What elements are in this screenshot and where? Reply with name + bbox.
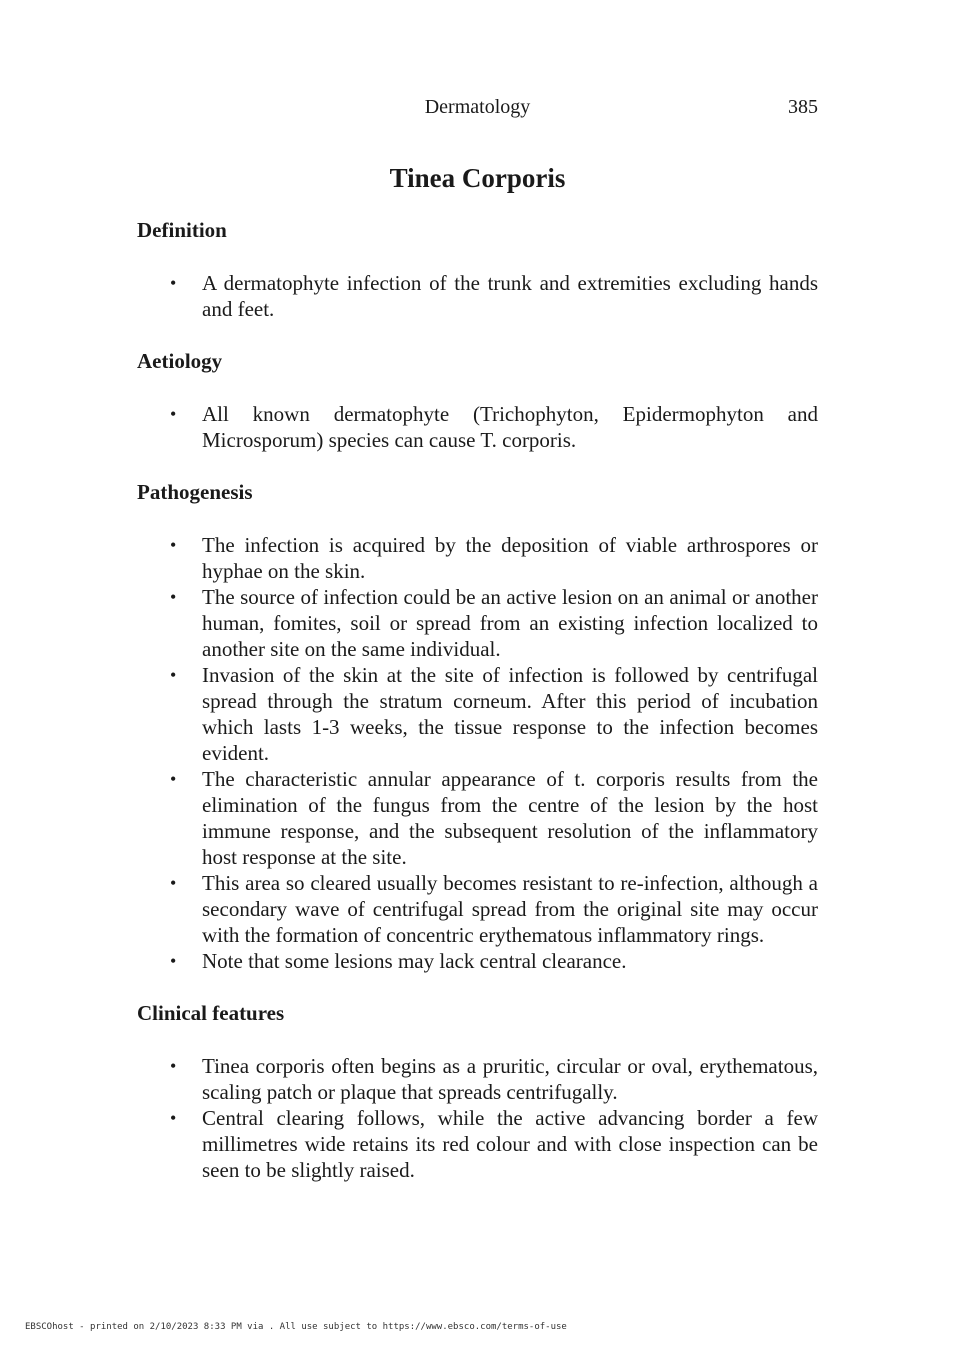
bullet-icon: • [170,873,177,893]
list-item [137,401,818,453]
list-item-text: This area so cleared usually becomes resistant to re-infection, although a secondary wave of centrifugal spread from the original site may occur with the formation of concentric erythematous inflammatory rings. [202,871,818,947]
list-item [137,766,818,870]
list-item-text: Tinea corporis often begins as a pruritic, circular or oval, erythematous, scaling patch or plaque that spreads centrifugally. [202,1054,818,1104]
clinical-features-list [137,1053,818,1183]
pathogenesis-list [137,532,818,974]
print-footer: EBSCOhost - printed on 2/10/2023 8:33 PM via . All use subject to https://www.ebsco.com/terms-of-use [25,1322,567,1332]
list-item [137,948,818,974]
list-item-text: The characteristic annular appearance of t. corporis results from the elimination of the fungus from the centre of the lesion by the host immune response, and the subsequent resolution of the inflammatory host response at the site. [202,767,818,869]
list-item [137,584,818,662]
list-item [137,270,818,322]
list-item [137,532,818,584]
definition-list [137,270,818,322]
page-title: Tinea Corporis [389,163,566,193]
page-content [137,160,818,1208]
list-item-text: Note that some lesions may lack central clearance. [202,949,627,973]
aetiology-list [137,401,818,453]
list-item [137,870,818,948]
list-item-text: The infection is acquired by the deposition of viable arthrospores or hyphae on the skin. [202,533,818,583]
list-item-text: A dermatophyte infection of the trunk and extremities excluding hands and feet. [202,271,818,321]
bullet-icon: • [170,665,177,685]
bullet-icon: • [170,535,177,555]
list-item-text: The source of infection could be an active lesion on an animal or another human, fomites, soil or spread from an existing infection localized to another site on the same individual. [202,585,818,661]
running-title: Dermatology [424,96,531,118]
page-number: 385 [788,96,818,118]
section-heading-pathogenesis: Pathogenesis [137,480,253,504]
list-item [137,1053,818,1105]
bullet-icon: • [170,587,177,607]
section-heading-definition: Definition [137,218,227,242]
bullet-icon: • [170,951,177,971]
list-item-text: Central clearing follows, while the active advancing border a few millimetres wide retains its red colour and with close inspection can be seen to be slightly raised. [202,1106,818,1182]
list-item-text: Invasion of the skin at the site of infection is followed by centrifugal spread through the stratum corneum. After this period of incubation which lasts 1-3 weeks, the tissue response to the infection becomes evident. [202,663,818,765]
running-header [0,96,955,122]
section-heading-clinical-features: Clinical features [137,1001,285,1025]
list-item [137,662,818,766]
list-item-text: All known dermatophyte (Trichophyton, Epidermophyton and Microsporum) species can cause T. corporis. [202,402,818,452]
bullet-icon: • [170,273,177,293]
section-heading-aetiology: Aetiology [137,349,223,373]
bullet-icon: • [170,769,177,789]
list-item [137,1105,818,1183]
bullet-icon: • [170,404,177,424]
bullet-icon: • [170,1108,177,1128]
bullet-icon: • [170,1056,177,1076]
